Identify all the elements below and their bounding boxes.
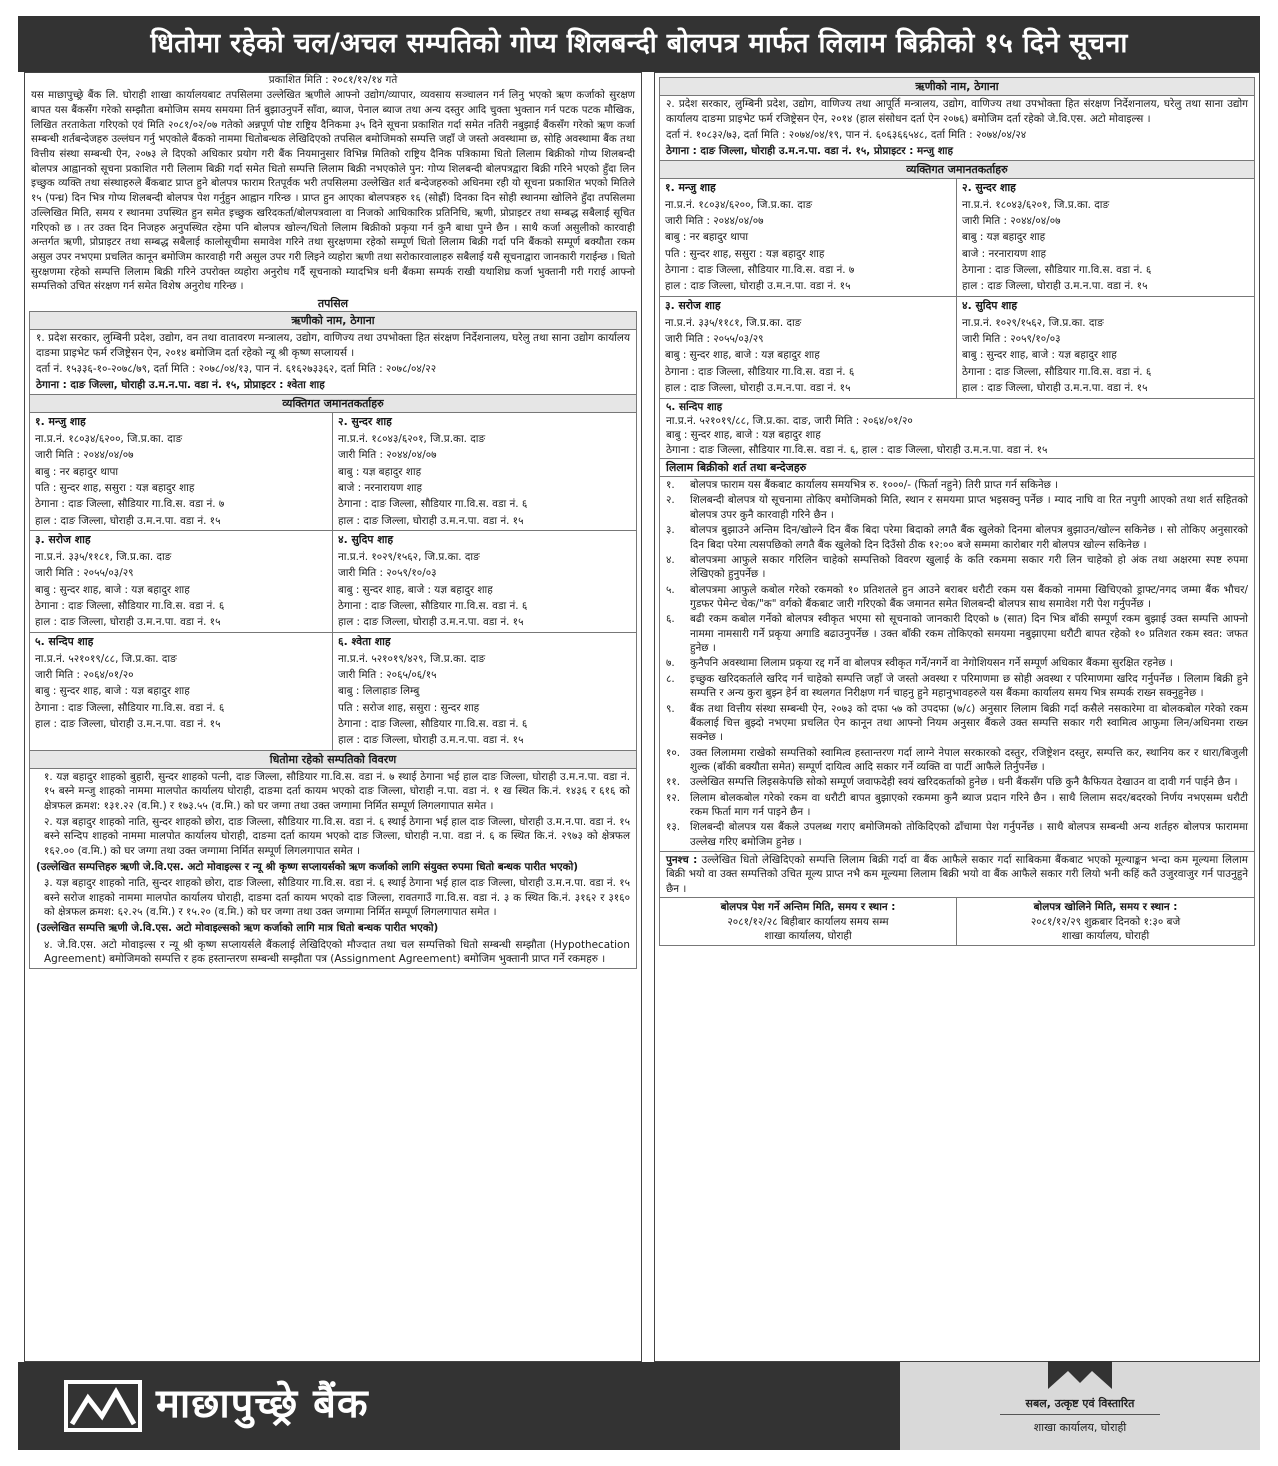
guarantor-card: ३. सरोज शाह ना.प्र.नं. ३३५/११८१, जि.प्र.का. दाङ जारी मिति : २०५५/०३/२९ बाबु : सुन्दर शाह, बाजे : यज्ञ बहादुर शाह ठेगाना : दाङ जिल्ला, सौडियार गा.वि.स. वडा नं. ६ हाल : दाङ जिल्ला, घोराही उ.म.न.पा. वडा नं. १५ xyxy=(30,531,333,633)
term-item: १. बोलपत्र फाराम यस बैंकबाट कार्यालय समयभित्र रु. १०००/- (फिर्ता नहुने) तिरी प्राप्त गर्न सकिनेछ । xyxy=(666,479,1059,492)
guarantors-heading: व्यक्तिगत जमानतकर्ताहरु xyxy=(660,160,1254,179)
mountain-peak-icon xyxy=(1048,1361,1112,1391)
guarantor-name: १. मन्जु शाह xyxy=(665,180,716,194)
guarantor-card: ४. सुदिप शाह ना.प्र.नं. १०२९/१५६२, जि.प्र.का. दाङ जारी मिति : २०५९/१०/०३ बाबु : सुन्दर शाह, बाजे : यज्ञ बहादुर शाह ठेगाना : दाङ जिल्ला, सौडियार गा.वि.स. वडा नं. ६ हाल : दाङ जिल्ला, घोराही उ.म.न.पा. वडा नं. १५ xyxy=(957,297,1254,399)
guarantor-card: ५. सन्दिप शाह ना.प्र.नं. ५२१०१९/८८, जि.प्र.का. दाङ जारी मिति : २०६४/०१/२० बाबु : सुन्दर शाह, बाजे : यज्ञ बहादुर शाह ठेगाना : दाङ जिल्ला, सौडियार गा.वि.स. वडा नं. ६ हाल : दाङ जिल्ला, घोराही उ.म.न.पा. वडा नं. १५ xyxy=(30,633,333,751)
property-item: १. यज्ञ बहादुर शाहको बुहारी, सुन्दर शाहको पत्नी, दाङ जिल्ला, सौडियार गा.वि.स. वडा नं. ७ स्थाई ठेगाना भई हाल दाङ जिल्ला, घोराही उ.म.न.पा. वडा नं. १५ बस्ने मन्जु शाहको नाममा मालपोत कार्यालय घोराही, दाङमा दर्ता कायम भएको दाङ जिल्ला, घोराही न.पा. वडा नं. १ ख स्थित कि.नं. १४३६ र ६१६ को क्षेत्रफल क्रमश: १३१.२२ (व.मि.) र १७३.५५ (व.मि.) को घर जग्गा तथा उक्त जग्गामा निर्मित सम्पूर्ण लिगलगापात समेत । xyxy=(44,770,630,812)
guarantor-card: १. मन्जु शाह ना.प्र.नं. १८०३४/६२००, जि.प्र.का. दाङ जारी मिति : २०४४/०४/०७ बाबु : नर बहादुर थापा पति : सुन्दर शाह, ससुरा : यज्ञ बहादुर शाह ठेगाना : दाङ जिल्ला, सौडियार गा.वि.स. वडा नं. ७ हाल : दाङ जिल्ला, घोराही उ.म.न.पा. वडा नं. १५ xyxy=(660,179,957,297)
published-date: प्रकाशित मिति : २०८१/१२/१४ गते xyxy=(268,74,398,86)
bank-name: माछापुच्छ्रे बैंक xyxy=(156,1381,369,1428)
borrower-heading: ऋणीको नाम, ठेगाना xyxy=(660,78,1254,96)
left-guarantor-grid xyxy=(30,413,636,751)
tapasil-heading: तपसिल xyxy=(317,296,349,310)
guarantor-name: ५. सन्दिप शाह xyxy=(666,400,723,413)
term-item: ३. बोलपत्र बुझाउने अन्तिम दिन/खोल्ने दिन बैंक बिदा परेमा बिदाको लगतै बैंक खुलेको दिनमा बोलपत्र बुझाउन/खोल्न सकिनेछ । सो तोकिए अनुसारको दिन बिदा परेमा त्यसपछिको लगतै बैंक खुलेको दिन दिउँसो ठीक १२:०० बजे सम्ममा कारोबार गरी बोलपत्र खोल्न सकिनेछ । xyxy=(666,524,1248,551)
term-item: ११. उल्लेखित सम्पत्ति लिइसकेपछि सोको सम्पूर्ण जवाफदेही स्वयं खरिदकर्ताको हुनेछ । धनी बैंकसँग पछि कुनै कैफियत देखाउन वा दावी गर्न पाईने छैन । xyxy=(666,776,1238,789)
guarantor-card: १. मन्जु शाह ना.प्र.नं. १८०३४/६२००, जि.प्र.का. दाङ जारी मिति : २०४४/०४/०७ बाबु : नर बहादुर थापा पति : सुन्दर शाह, ससुरा : यज्ञ बहादुर शाह ठेगाना : दाङ जिल्ला, सौडियार गा.वि.स. वडा नं. ७ हाल : दाङ जिल्ला, घोराही उ.म.न.पा. वडा नं. १५ xyxy=(30,413,333,531)
guarantor-name: ५. सन्दिप शाह xyxy=(35,634,94,648)
term-item: १०. उक्त लिलाममा राखेको सम्पत्तिको स्वामित्व हस्तान्तरण गर्दा लाग्ने नेपाल सरकारको दस्तुर, रजिष्ट्रेशन दस्तुर, सम्पत्ति कर, स्थानिय कर र धारा/बिजुली शुल्क (बाँकी बक्यौता समेत) सम्पूर्ण दायित्व आदि सकार गर्ने व्यक्ति वा पार्टी आफैले तिर्नुपर्नेछ । xyxy=(666,746,1248,773)
right-column xyxy=(654,72,1260,1362)
branch-name: शाखा कार्यालय, घोराही xyxy=(1033,1421,1127,1434)
property-heading: धितोमा रहेको सम्पतिको विवरण xyxy=(30,751,636,769)
borrower-registration: दर्ता नं. १०८३२/७३, दर्ता मिति : २०७४/०४/१९, पान नं. ६०६३६६५४८, दर्ता मिति : २०७४/०४/२४ xyxy=(666,128,1027,141)
footer-banner xyxy=(18,1362,1260,1450)
borrower-info: १. प्रदेश सरकार, लुम्बिनी प्रदेश, उद्योग, वन तथा वातावरण मन्त्रालय, उद्योग, वाणिज्य तथा उपभोक्ता हित संरक्षण निर्देशनालय, घरेलु तथा साना उद्योग कार्यालय दाङमा प्राइभेट फर्म रजिष्ट्रेसन ऐन, २०१४ बमोजिम दर्ता रहेको न्यू श्री कृष्ण सप्लायर्स । xyxy=(36,332,630,359)
guarantor-card: ४. सुदिप शाह ना.प्र.नं. १०२९/१५६२, जि.प्र.का. दाङ जारी मिति : २०५९/१०/०३ बाबु : सुन्दर शाह, बाजे : यज्ञ बहादुर शाह ठेगाना : दाङ जिल्ला, सौडियार गा.वि.स. वडा नं. ६ हाल : दाङ जिल्ला, घोराही उ.म.न.पा. वडा नं. १५ xyxy=(333,531,636,633)
guarantor-card: ६. श्वेता शाह ना.प्र.नं. ५२१०१९/४२९, जि.प्र.का. दाङ जारी मिति : २०६५/०६/१५ बाबु : लिलाहाङ लिम्बु पति : सरोज शाह, ससुरा : सुन्दर शाह ठेगाना : दाङ जिल्ला, सौडियार गा.वि.स. वडा नं. ६ हाल : दाङ जिल्ला, घोराही उ.म.न.पा. वडा नं. १५ xyxy=(333,633,636,751)
guarantor-name: ३. सरोज शाह xyxy=(665,298,721,312)
guarantor-name: १. मन्जु शाह xyxy=(35,414,86,428)
term-item: ७. कुनैपनि अवस्थामा लिलाम प्रकृया रद्द गर्ने वा बोलपत्र स्वीकृत गर्ने/नगर्ने वा नेगोशियसन गर्ने सम्पूर्ण अधिकार बैंकमा सुरक्षित रहनेछ । xyxy=(666,657,1173,670)
bid-opening-box: बोलपत्र खोलिने मिति, समय र स्थान : २०८१/१२/२९ शुक्रबार दिनको १:३० बजे शाखा कार्यालय, घोराही xyxy=(1030,901,1181,942)
term-item: ९. बैंक तथा वित्तीय संस्था सम्बन्धी ऐन, २०७३ को दफा ५७ को उपदफा (७/८) अनुसार लिलाम बिक्री गर्दा कसैले नसकारेमा वा बोलकबोल गरेको रकम बैंकलाई चित्त बुझ्दो नभएमा प्रचलित ऐन कानून तथा आफ्नो नियम अनुसार बैंकले उक्त सम्पत्ति सकार गरी स्वामित्व आफुमा लिन/अधिनमा राख्न सक्नेछ । xyxy=(666,702,1248,744)
borrower-registration: दर्ता नं. १५३३६-१०-२०७८/७९, दर्ता मिति : २०७८/०४/१३, पान नं. ६१६२७३३६२, दर्ता मिति : २०७८/०४/२२ xyxy=(36,363,437,376)
guarantor-card: ५. सन्दिप शाह ना.प्र.नं. ५२१०१९/८८, जि.प्र.का. दाङ, जारी मिति : २०६४/०१/२० बाबु : सुन्दर शाह, बाजे : यज्ञ बहादुर शाह ठेगाना : दाङ जिल्ला, सौडियार गा.वि.स. वडा नं. ६, हाल : दाङ जिल्ला, घोराही उ.म.न.पा. वडा नं. १५ xyxy=(660,399,1254,459)
term-item: १२. लिलाम बोलकबोल गरेको रकम वा धरौटी बापत बुझाएको रकममा कुनै ब्याज प्रदान गरिने छैन । साथै लिलाम सदर/बदरको निर्णय नभएसम्म धरौटी रकम फिर्ता माग गर्न पाइने छैन । xyxy=(666,791,1248,819)
guarantor-card: २. सुन्दर शाह ना.प्र.नं. १८०४३/६२०१, जि.प्र.का. दाङ जारी मिति : २०४४/०४/०७ बाबु : यज्ञ बहादुर शाह बाजे : नरनारायण शाह ठेगाना : दाङ जिल्ला, सौडियार गा.वि.स. वडा नं. ६ हाल : दाङ जिल्ला, घोराही उ.म.न.पा. वडा नं. १५ xyxy=(333,413,636,531)
guarantor-card: ३. सरोज शाह ना.प्र.नं. ३३५/११८१, जि.प्र.का. दाङ जारी मिति : २०५५/०३/२९ बाबु : सुन्दर शाह, बाजे : यज्ञ बहादुर शाह ठेगाना : दाङ जिल्ला, सौडियार गा.वि.स. वडा नं. ६ हाल : दाङ जिल्ला, घोराही उ.म.न.पा. वडा नं. १५ xyxy=(660,297,957,399)
guarantor-name: ६. श्वेता शाह xyxy=(338,634,391,648)
guarantor-name: २. सुन्दर शाह xyxy=(962,180,1016,194)
borrower-address: ठेगाना : दाङ जिल्ला, घोराही उ.म.न.पा. वडा नं. १५, प्रोप्राइटर : श्वेता शाह xyxy=(36,379,325,392)
property-item: २. यज्ञ बहादुर शाहको नाति, सुन्दर शाहको छोरा, दाङ जिल्ला, सौडियार गा.वि.स. वडा नं. ६ स्थाई ठेगाना भई हाल दाङ जिल्ला, घोराही उ.म.न.पा. वडा नं. १५ बस्ने सन्दिप शाहको नाममा मालपोत कार्यालय घोराही, दाङमा दर्ता कायम भएको दाङ जिल्ला, घोराही न.पा. वडा नं. ६ क स्थित कि.नं. २९७३ को क्षेत्रफल १६२.०० (व.मि.) को घर जग्गा तथा उक्त जग्गामा निर्मित सम्पूर्ण लिगलगापात समेत । xyxy=(44,815,630,857)
borrower-info: २. प्रदेश सरकार, लुम्बिनी प्रदेश, उद्योग, वाणिज्य तथा आपूर्ति मन्त्रालय, उद्योग, वाणिज्य तथा उपभोक्ता हित संरक्षण निर्देशनालय, घरेलु तथा साना उद्योग कार्यालय दाङमा प्राइभेट फर्म रजिष्ट्रेसन ऐन, २०१४ (हाल संसोधन दर्ता ऐन २०७६) बमोजिम दर्ता रहेको जे.वि.एस. अटो मोवाइल्स । xyxy=(666,98,1248,125)
term-item: ८. इच्छुक खरिदकर्ताले खरिद गर्न चाहेको सम्पत्ति जहाँ जे जस्तो अवस्था र परिमाणमा छ सोही अवस्था र परिमाणमा खरिद गर्नुपर्नेछ । लिलाम बिक्री हुने सम्पत्ति र अन्य कुरा बुझ्न हेर्न वा स्थलगत निरीक्षण गर्न चाहनु हुने महानुभावहरुले यस बैंकमा कार्यालय समय भित्र सम्पर्क राख्न सक्नुहुनेछ । xyxy=(666,672,1248,700)
term-item: ४. बोलपत्रमा आफुले सकार गरिलिन चाहेको सम्पत्तिको विवरण खुलाई के कति रकममा सकार गरी लिन चाहेको हो अंक तथा अक्षरमा स्पष्ट रुपमा लेखिएको हुनुपर्नेछ । xyxy=(666,553,1248,581)
borrower-heading: ऋणीको नाम, ठेगाना xyxy=(30,312,636,330)
guarantor-name: ४. सुदिप शाह xyxy=(338,532,394,546)
guarantors-heading: व्यक्तिगत जमानतकर्ताहरु xyxy=(30,394,636,413)
notice-title: धितोमा रहेको चल/अचल सम्पतिको गोप्य शिलबन्दी बोलपत्र मार्फत लिलाम बिक्रीको १५ दिने सूचना xyxy=(18,16,1260,72)
term-item: १३. शिलबन्दी बोलपत्र यस बैंकले उपलब्ध गराए बमोजिमको तोकिदिएको ढाँचामा पेश गर्नुपर्नेछ । साथै बोलपत्र सम्बन्धी अन्य शर्तहरु बोलपत्र फाराममा उल्लेख गरिए बमोजिम हुनेछ । xyxy=(666,821,1248,848)
property-item: ३. यज्ञ बहादुर शाहको नाति, सुन्दर शाहको छोरा, दाङ जिल्ला, सौडियार गा.वि.स. वडा नं. ६ स्थाई ठेगाना भई हाल दाङ जिल्ला, घोराही उ.म.न.पा. वडा नं. १५ बस्ने सरोज शाहको नाममा मालपोत कार्यालय घोराही, दाङमा दर्ता कायम भएको दाङ जिल्ला, रावतगाउँ गा.वि.स. वडा नं. ३ क स्थित कि.नं. ३१६२ र ३१६० को क्षेत्रफल क्रमश: ६२.२५ (व.मि.) र १५.२० (व.मि.) को घर जग्गा तथा उक्त जग्गामा निर्मित सम्पूर्ण लिगलगापात समेत । xyxy=(44,877,630,919)
left-column xyxy=(24,72,642,1362)
terms-list xyxy=(660,477,1254,851)
borrower-address: ठेगाना : दाङ जिल्ला, घोराही उ.म.न.पा. वडा नं. १५, प्रोप्राइटर : मन्जु शाह xyxy=(666,145,953,158)
guarantor-card: २. सुन्दर शाह ना.प्र.नं. १८०४३/६२०१, जि.प्र.का. दाङ जारी मिति : २०४४/०४/०७ बाबु : यज्ञ बहादुर शाह बाजे : नरनारायण शाह ठेगाना : दाङ जिल्ला, सौडियार गा.वि.स. वडा नं. ६ हाल : दाङ जिल्ला, घोराही उ.म.न.पा. वडा नं. १५ xyxy=(957,179,1254,297)
intro-paragraph: यस माछापुच्छ्रे बैंक लि. घोराही शाखा कार्यालयबाट तपसिलमा उल्लेखित ऋणीले आफ्नो उद्योग/व्यापार, व्यवसाय सञ्चालन गर्न लिनु भएको ऋण कर्जाको सुरक्षण बापत यस बैंकसँग गरेको सम्झौता बमोजिम समय समयमा तिर्न बुझाउनुपर्ने साँवा, ब्याज, पेनाल ब्याज तथा अन्य दस्तुर आदि चुक्ता भुक्तान गर्न पटक पटक मौखिक, लिखित तरताकेता गरिएको एवं मिति २०८१/०२/०७ गतेको अन्नपूर्ण पोष्ट राष्ट्रिय दैनिकमा ३५ दिने सूचना प्रकाशित गर्दा समेत नतिरी नबुझाई बैंकसँग गरेको ऋण कर्जा सम्बन्धी शर्तबन्देजहरु उल्लंघन गर्नु भएकोले बैंकको नाममा धितोबन्धक लेखिदिएको तपसिल बमोजिमको सम्पत्ति जहाँ जे जस्तो अवस्थामा छ, सोहि अवस्थामा बैंक तथा वित्तीय संस्था सम्बन्धी ऐन, २०७३ ले दिएको अधिकार प्रयोग गरी बैंक नियमानुसार विभिन्न मितिको राष्ट्रिय दैनिक पत्रिकामा धितो लिलाम बिक्रीको गोप्य शिलबन्दी बोलपत्र आह्वानको सूचना प्रकाशित गरी लिलाम बिक्री गर्दा समेत धितो सम्पत्ति लिलाम बिक्री नभएकोले पुन: गोप्य शिलबन्दी बोलपत्रद्वारा बिक्री गरिने भएको हुँदा लिन इच्छुक व्यक्ति तथा संस्थाहरुले बैंकबाट प्राप्त हुने बोलपत्र फाराम रितपूर्वक भरी तपसिलमा उल्लेखित शर्त बन्देजहरुको अधिनमा रही यो सूचना प्रकाशित भएको मितिले १५ (पन्ध्र) दिन भित्र गोप्य शिलबन्दी बोलपत्र पेश गर्नुहुन आह्वान गरिन्छ । प्राप्त हुन आएका बोलपत्रहरु १६ (सोह्रौं) दिनका दिन सोही स्थानमा खोलिने हुँदा तपसिलमा उल्लिखित मिति, समय र स्थानमा उपस्थित हुन समेत इच्छुक खरिदकर्ता/बोलपत्रवाला वा निजको आधिकारिक प्रतिनिधि, ऋणी, प्रोप्राइटर तथा सम्बद्ध सबैलाई सूचित गरिएको छ । तर उक्त दिन निजहरु अनुपस्थित रहेमा पनि बोलपत्र खोल्न/धितो लिलाम बिक्रीको प्रकृया गर्न कुनै बाधा पुग्ने छैन । साथै कर्जा असुलीको कारवाही अन्तर्गत ऋणी, प्रोप्राइटर तथा सम्बद्ध सबैलाई कालोसूचीमा समावेश गरिने तथा सुरक्षणमा रहेको सम्पूर्ण धितो लिलाम बिक्री गर्दा पनि बैंकको सम्पूर्ण बक्यौता रकम असुल उपर नभएमा प्रचलित कानून बमोजिम कारवाही गरी असुल उपर गरी लिइने व्यहोरा ऋणी तथा सरोकारवालाहरु सबैलाई यसै सूचनाद्वारा जानकारी गराईन्छ । धितो सुरक्षणमा रहेको सम्पत्ति लिलाम बिक्री गरिने उपरोक्त व्यहोरा अनुरोध गर्दै सूचनाको म्यादभित्र धनी बैंकमा सम्पर्क राखी यथाशिघ्र कर्जा भुक्तानी गरी गराई आफ्नो सम्पत्तिको उचित संरक्षण गर्न समेत विशेष अनुरोध गरिन्छ । xyxy=(31,90,635,293)
term-item: ५. बोलपत्रमा आफुले कबोल गरेको रकमको १० प्रतिशतले हुन आउने बराबर धरौटी रकम यस बैंकको नाममा खिचिएको ड्राफ्ट/नगद जम्मा बैंक भौचर/गुडफर पेमेन्ट चेक/"क" वर्गको बैंकबाट जारी गरिएको बैंक जमानत समेत शिलबन्दी बोलपत्र साथ समावेश गरी पेश गर्नुपर्नेछ । xyxy=(666,583,1248,610)
terms-heading: लिलाम बिक्रीको शर्त तथा बन्देजहरु xyxy=(660,459,1254,477)
guarantor-name: ४. सुदिप शाह xyxy=(962,298,1018,312)
term-item: २. शिलबन्दी बोलपत्र यो सूचनामा तोकिए बमोजिमको मिति, स्थान र समयमा प्राप्त भइसक्नु पर्नेछ । म्याद नाघि वा रित नपुगी आएको तथा शर्त सहितको बोलपत्र उपर कुनै कारवाही गरिने छैन । xyxy=(666,494,1248,521)
left-details-box xyxy=(29,311,637,968)
property-note: (उल्लेखित सम्पत्तिहरु ऋणी जे.वि.एस. अटो मोवाइल्स र न्यू श्री कृष्ण सप्लायर्सको ऋण कर्जाको लागि संयुक्त रुपमा धितो बन्धक पारीत भएको) xyxy=(36,861,579,874)
bid-submission-box: बोलपत्र पेश गर्ने अन्तिम मिति, समय र स्थान : २०८१/१२/२८ बिहीबार कार्यालय समय सम्म शाखा कार्यालय, घोराही xyxy=(660,898,957,945)
right-details-box xyxy=(659,77,1255,946)
branch-panel xyxy=(900,1362,1260,1450)
punashcha-note: पुनश्च : उल्लेखित धितो लेखिदिएको सम्पत्ति लिलाम बिक्री गर्दा वा बैंक आफैले सकार गर्दा साबिकमा बैंकबाट भएको मूल्याङ्कन भन्दा कम मूल्यमा लिलाम बिक्री भयो वा उक्त सम्पत्तिको उचित मूल्य प्राप्त नभै कम मूल्यमा लिलाम बिक्री भयो वा बैंक आफैले सकार गरी लियो भनी कहिं कतै उजुरवाजुर गर्न पाउनुहुने छैन । xyxy=(660,851,1254,897)
mountain-logo-icon xyxy=(64,1376,142,1434)
tagline: सबल, उत्कृष्ट एवं विस्तारित xyxy=(1025,1397,1135,1410)
term-item: ६. बढी रकम कबोल गर्नेको बोलपत्र स्वीकृत भएमा सो सूचनाको जानकारी दिएको ७ (सात) दिन भित्र बाँकी सम्पूर्ण रकम बुझाई उक्त सम्पत्ति आफ्नो नाममा नामसारी गर्ने प्रकृया अगाडि बढाउनुपर्नेछ । उक्त बाँकी रकम तोकिएको समयमा नबुझाएमा धरौटी बापत रहेको १० प्रतिशत रकम स्वत: जफत हुनेछ । xyxy=(666,613,1248,655)
bank-logo xyxy=(64,1376,369,1434)
bid-schedule xyxy=(660,897,1254,945)
guarantor-name: ३. सरोज शाह xyxy=(35,532,91,546)
divider xyxy=(1000,1414,1160,1415)
property-item: ४. जे.वि.एस. अटो मोवाइल्स र न्यू श्री कृष्ण सप्लायर्सले बैंकलाई लेखिदिएको मौज्दात तथा चल सम्पत्तिको धितो सम्बन्धी सम्झौता (Hypothecation Agreement) बमोजिमको सम्पत्ति र हक हस्तान्तरण सम्बन्धी सम्झौता पत्र (Assignment Agreement) बमोजिम भुक्तानी प्राप्त गर्ने रकमहरु । xyxy=(44,938,630,966)
property-note: (उल्लेखित सम्पत्ति ऋणी जे.वि.एस. अटो मोवाइल्सको ऋण कर्जाको लागि मात्र धितो बन्धक पारीत भएको) xyxy=(36,922,439,935)
guarantor-name: २. सुन्दर शाह xyxy=(338,414,392,428)
right-guarantor-grid xyxy=(660,179,1254,399)
